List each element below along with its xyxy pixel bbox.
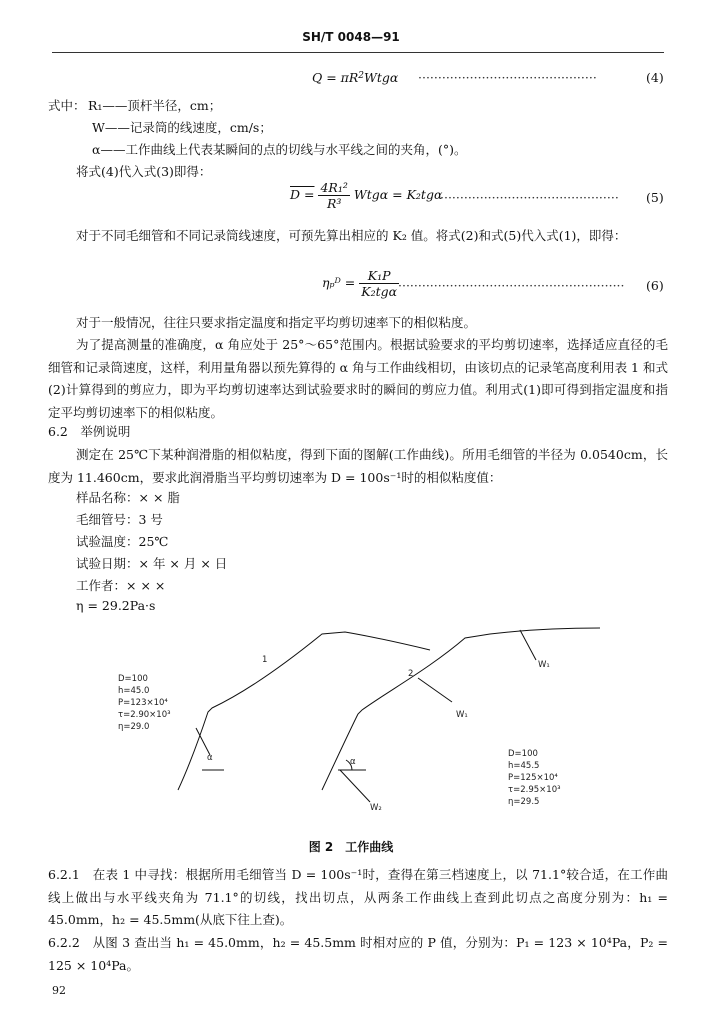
definition-intro: 式中：: [48, 98, 86, 113]
capillary-number: 毛细管号：3 号: [76, 512, 163, 527]
test-temperature: 试验温度：25℃: [76, 534, 169, 549]
paragraph-example: 测定在 25℃下某种润滑脂的相似粘度，得到下面的图解(工作曲线)。所用毛细管的半径为 0.0540cm，长度为 11.460cm，要求此润滑脂当平均剪切速率为 D = 100s⁻¹时的相似粘度值：: [48, 447, 668, 485]
working-curve-1: [178, 632, 430, 790]
equation-4: $Q = \pi R^2Wtg\alpha$: [312, 70, 399, 85]
left-parameter-box: D=100 h=45.0 P=123×10⁴ τ=2.90×10³ η=29.0: [118, 674, 171, 732]
alpha-left-label: α: [207, 753, 213, 763]
w2-bottom-label: W₂: [370, 803, 382, 813]
definition-r1: R₁——顶杆半径，cm；: [88, 98, 222, 113]
equation-6: ηₚᴰ = $\frac{\text{K₁P}}{\text{K₂tgα}}$: [322, 268, 398, 299]
section-6-2-heading: 6.2 举例说明: [48, 424, 131, 439]
definition-alpha: α——工作曲线上代表某瞬间的点的切线与水平线之间的夹角，(°)。: [92, 142, 467, 157]
test-date: 试验日期：× 年 × 月 × 日: [76, 556, 228, 571]
equation-4-leader: ·············································: [418, 70, 597, 85]
definition-w: W——记录筒的线速度，cm/s；: [92, 120, 272, 135]
working-curve-figure: [0, 620, 702, 830]
header-rule: [52, 52, 664, 53]
paragraph-general: 对于一般情况，往往只要求指定温度和指定平均剪切速率下的相似粘度。: [76, 315, 477, 330]
paragraph-k2: 对于不同毛细管和不同记录筒线速度，可预先算出相应的 K₂ 值。将式(2)和式(5)代入式(1)，即得：: [76, 228, 627, 243]
equation-5-leader: ·············································: [440, 190, 619, 205]
w1-mid-label: W₁: [456, 710, 468, 720]
tangent-right-top: [520, 630, 536, 660]
curve-2-label: 2: [408, 669, 414, 679]
paragraph-accuracy: 为了提高测量的准确度，α 角应处于 25°～65°范围内。根据试验要求的平均剪切速率，选择适应直径的毛细管和记录筒速度，这样，利用量角器以预先算得的 α 角与工作曲线相切，由该切点的记录笔高度利用表 1 和式(2)计算得到的剪应力，即为平均剪切速率达到试验要求时的瞬间的剪应力值。利用式(1)即可得到指定温度和指定平均剪切速率下的相似粘度。: [48, 337, 668, 420]
section-6-2-1: 6.2.1 在表 1 中寻找：根据所用毛细管当 D = 100s⁻¹时，查得在第三档速度上，以 71.1°较合适，在工作曲线上做出与水平线夹角为 71.1°的切线，找出切点，从两条工作曲线上查到此切点之高度分别为：h₁ = 45.0mm，h₂ = 45.5mm(从底下往上查)。: [48, 867, 668, 927]
tangent-right-lower: [340, 770, 370, 802]
viscosity-result: η = 29.2Pa·s: [76, 598, 156, 613]
equation-4-number: (4): [646, 70, 664, 85]
standard-header: SH/T 0048—91: [302, 30, 400, 44]
curve-1-label: 1: [262, 655, 268, 665]
tangent-right-mid: [418, 678, 452, 702]
page-number: 92: [52, 984, 66, 997]
operator: 工作者：× × ×: [76, 578, 166, 593]
figure-caption: 图 2 工作曲线: [308, 840, 394, 854]
equation-6-number: (6): [646, 278, 664, 293]
equation-6-leader: ·························································: [398, 278, 625, 293]
right-parameter-box: D=100 h=45.5 P=125×10⁴ τ=2.95×10³ η=29.5: [508, 749, 561, 807]
alpha-right-label: α: [350, 757, 356, 767]
section-6-2-2: 6.2.2 从图 3 查出当 h₁ = 45.0mm，h₂ = 45.5mm 时相对应的 P 值，分别为：P₁ = 123 × 10⁴Pa，P₂ = 125 × 10⁴Pa。: [48, 935, 668, 973]
equation-5-number: (5): [646, 190, 664, 205]
w1-top-label: W₁: [538, 660, 550, 670]
substitution-text: 将式(4)代入式(3)即得：: [76, 164, 212, 179]
equation-5: D = $\frac{\text{4R₁²}}{\text{R³}}$ Wtgα = K₂tgα: [290, 180, 443, 211]
sample-name: 样品名称：× × 脂: [76, 490, 180, 505]
